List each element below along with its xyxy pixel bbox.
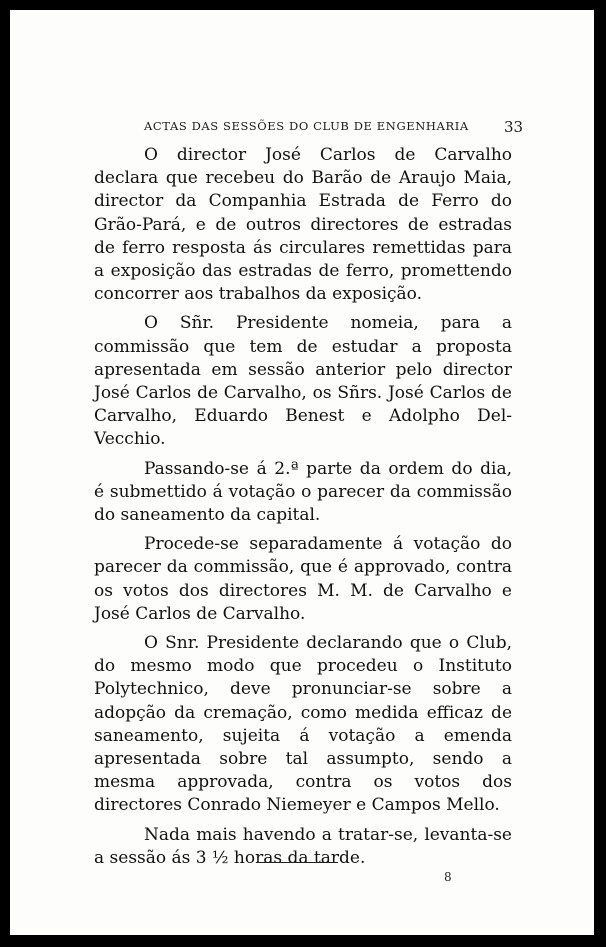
signature-mark: 8 bbox=[444, 870, 452, 884]
paragraph-commission-appointment: O Sñr. Presidente nomeia, para a commissão que tem de estudar a proposta apresentada em sessão anterior pelo director José Carlos de Carvalho, os Sñrs. José Carlos de Carvalho, Eduardo Benest e Adolpho Del-Vecchio. bbox=[94, 313, 512, 450]
page-number: 33 bbox=[504, 118, 524, 136]
paragraph-cremation-vote: O Snr. Presidente declarando que o Club, do mesmo modo que procedeu o Instituto Polytechnico, deve pronunciar-se sobre a adopção da cremação, como medida efficaz de saneamento, sujeita á votação a emenda apresentada sobre tal assumpto, sendo a mesma approvada, contra os votos dos directores Conrado Niemeyer e Campos Mello. bbox=[94, 633, 512, 816]
running-title: ACTAS DAS SESSÕES DO CLUB DE ENGENHARIA bbox=[144, 119, 469, 133]
body-text bbox=[94, 144, 512, 876]
paragraph-separate-vote: Procede-se separadamente á votação do parecer da commissão, que é approvado, contra os votos dos directores M. M. de Carvalho e José Carlos de Carvalho. bbox=[94, 534, 512, 624]
document-page bbox=[10, 10, 594, 935]
paragraph-session-close: Nada mais havendo a tratar-se, levanta-se a sessão ás 3 ½ horas da tarde. bbox=[94, 824, 512, 868]
closing-rule bbox=[258, 862, 338, 863]
paragraph-order-of-day: Passando-se á 2.ª parte da ordem do dia, é submettido á votação o parecer da commissão do saneamento da capital. bbox=[94, 458, 512, 526]
page-header bbox=[10, 117, 594, 147]
paragraph-director-report: O director José Carlos de Carvalho declara que recebeu do Barão de Araujo Maia, director da Companhia Estrada de Ferro do Grão-Pará, e de outros directores de estradas de ferro resposta ás circulares remettidas para a exposição das estradas de ferro, promettendo concorrer aos trabalhos da exposição. bbox=[94, 145, 512, 305]
